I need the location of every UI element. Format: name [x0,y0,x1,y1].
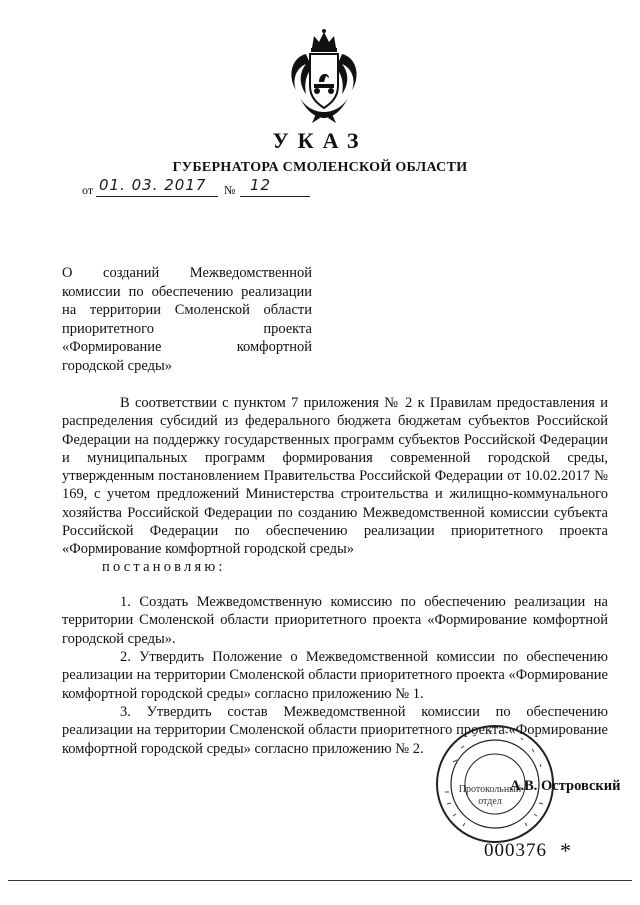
date-underline [96,196,218,197]
document-subtitle: ГУБЕРНАТОРА СМОЛЕНСКОЙ ОБЛАСТИ [172,160,468,175]
subject-line: «Формирование комфортной [62,339,312,355]
date-prefix: от [82,183,94,197]
subject-line: комиссии по обеспечению реализации [62,283,312,300]
document-subject [62,264,312,375]
signatory-name: А.В. Островский [510,778,621,794]
registration-mark: * [560,838,571,863]
decree-item-2: 2. Утвердить Положение о Межведомственной комиссии по обеспечению реализации на территории Смоленской области приоритетного проекта «Формирование комфортной городской среды» согласно приложению № 1. [62,649,608,702]
subject-line: О созданий Межведомственной [62,265,312,281]
preamble-paragraph: В соответствии с пунктом 7 приложения № 2 к Правилам предоставления и распределения субсидий из федерального бюджета бюджетам субъектов Российской Федерации на поддержку государственных программ субъектов Российской Федерации и муниципальных программ формирования современной городской среды, утвержденным постановлением Правительства Российской Федерации от 10.02.2017 № 169, с учетом предложений Министерства строительства и жилищно-коммунального хозяйства Российской Федерации по созданию Межведомственной комиссии субъекта Российской Федерации по обеспечению реализации приоритетного проекта «Формирование комфортной городской среды» [62,395,608,558]
registration-number: 000376 [484,840,547,861]
decree-word: постановляю: [102,559,226,575]
number-underline [240,196,310,197]
bottom-rule [8,880,632,881]
number-prefix: № [224,183,236,197]
coat-of-arms-icon [286,28,362,124]
subject-line: на территории Смоленской области [62,302,312,318]
document-title: УКАЗ [272,128,368,153]
stamp-line: отдел [478,796,502,807]
date-value: 01. 03. 2017 [99,176,207,194]
decree-item-3: 3. Утвердить состав Межведомственной комиссии по обеспечению реализации на территории Смоленской области приоритетного проекта «Формирование комфортной городской среды» согласно приложению № 2. [62,704,608,757]
number-value: 12 [250,176,272,194]
stamp-line: Протокольный [458,784,522,795]
subject-line: приоритетного проекта [62,320,312,337]
decree-item-1: 1. Создать Межведомственную комиссию по обеспечению реализации на территории Смоленской области приоритетного проекта «Формирование комфортной городской среды». [62,594,608,647]
subject-line: городской среды» [62,357,172,374]
